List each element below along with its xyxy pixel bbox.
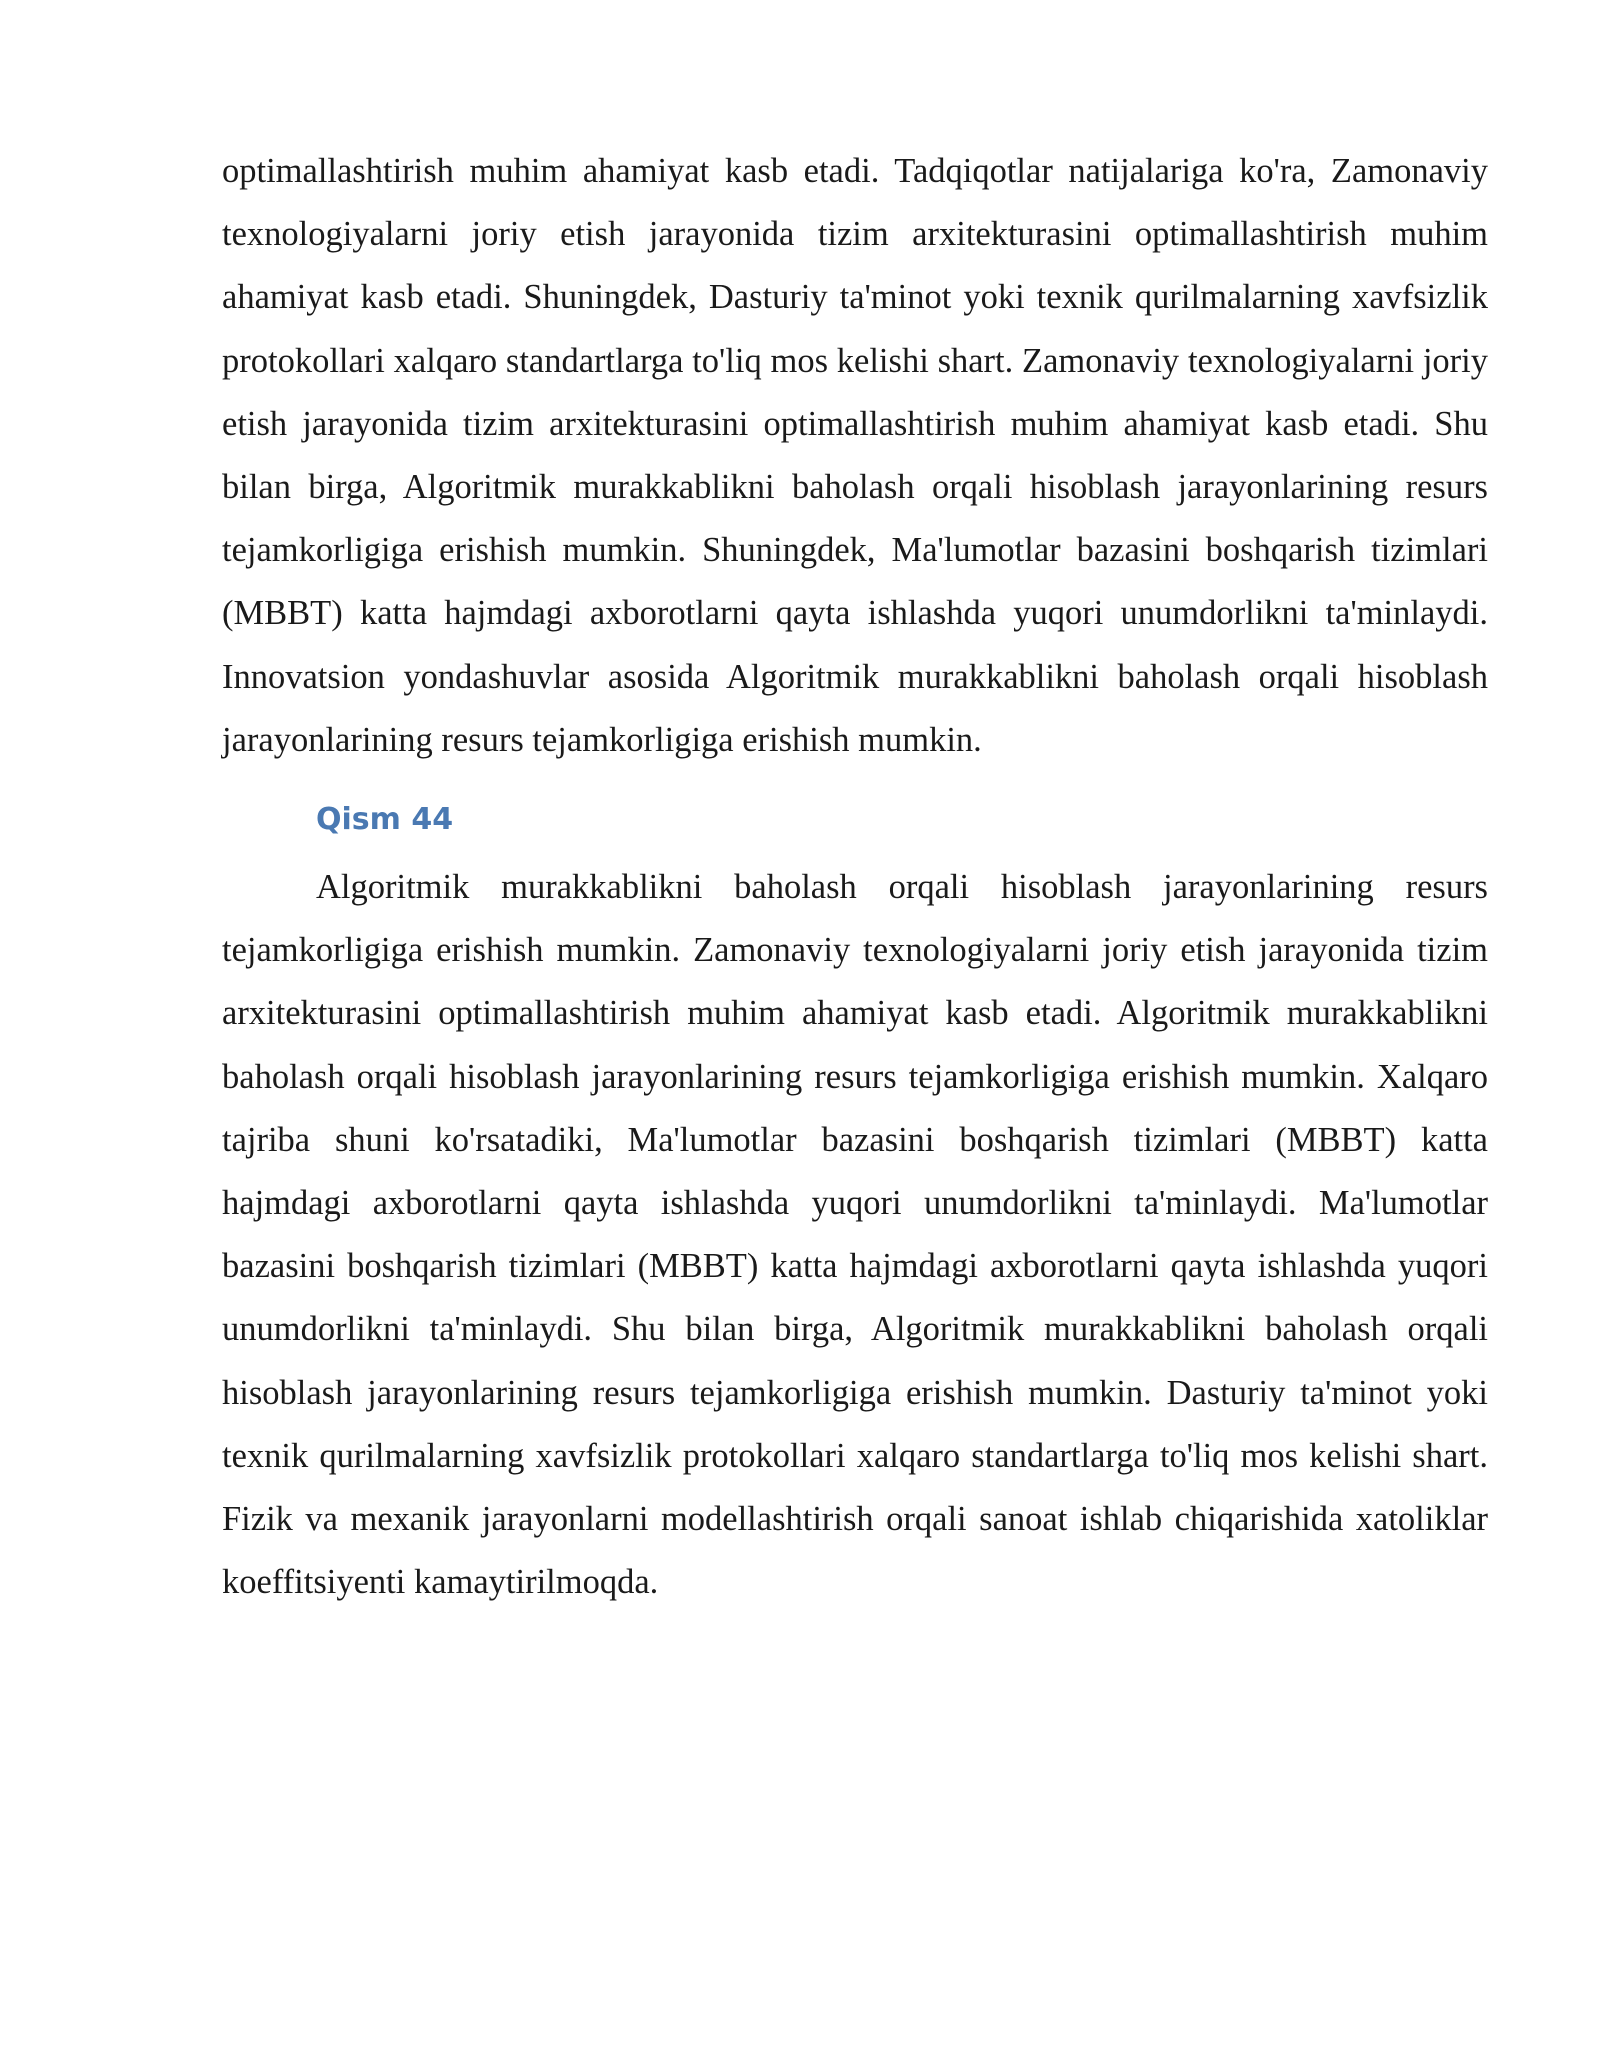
body-paragraph: Algoritmik murakkablikni baholash orqali hisoblash jarayonlarining resurs tejamkorligiga erishish mumkin. Zamonaviy texnologiyalarni joriy etish jarayonida tizim arxitekturasini optimallashtirish muhim ahamiyat kasb etadi. Algoritmik murakkablikni baholash orqali hisoblash jarayonlarining resurs tejamkorligiga erishish mumkin. Xalqaro tajriba shuni ko'rsatadiki, Ma'lumotlar bazasini boshqarish tizimlari (MBBT) katta hajmdagi axborotlarni qayta ishlashda yuqori unumdorlikni ta'minlaydi. Ma'lumotlar bazasini boshqarish tizimlari (MBBT) katta hajmdagi axborotlarni qayta ishlashda yuqori unumdorlikni ta'minlaydi. Shu bilan birga, Algoritmik murakkablikni baholash orqali hisoblash jarayonlarining resurs tejamkorligiga erishish mumkin. Dasturiy ta'minot yoki texnik qurilmalarning xavfsizlik protokollari xalqaro standartlarga to'liq mos kelishi shart. Fizik va mexanik jarayonlarni modellashtirish orqali sanoat ishlab chiqarishida xatoliklar koeffitsiyenti kamaytirilmoqda.: [222, 868, 1488, 1602]
body-paragraph-continued: optimallashtirish muhim ahamiyat kasb etadi. Tadqiqotlar natijalariga ko'ra, Zamonaviy texnologiyalarni joriy etish jarayonida tizim arxitekturasini optimallashtirish muhim ahamiyat kasb etadi. Shuningdek, Dasturiy ta'minot yoki texnik qurilmalarning xavfsizlik protokollari xalqaro standartlarga to'liq mos kelishi shart. Zamonaviy texnologiyalarni joriy etish jarayonida tizim arxitekturasini optimallashtirish muhim ahamiyat kasb etadi. Shu bilan birga, Algoritmik murakkablikni baholash orqali hisoblash jarayonlarining resurs tejamkorligiga erishish mumkin. Shuningdek, Ma'lumotlar bazasini boshqarish tizimlari (MBBT) katta hajmdagi axborotlarni qayta ishlashda yuqori unumdorlikni ta'minlaydi. Innovatsion yondashuvlar asosida Algoritmik murakkablikni baholash orqali hisoblash jarayonlarining resurs tejamkorligiga erishish mumkin.: [222, 152, 1488, 759]
section-heading: Qism 44: [316, 802, 454, 838]
page-margin: [0, 0, 210, 2070]
page-content: [222, 140, 1488, 1614]
